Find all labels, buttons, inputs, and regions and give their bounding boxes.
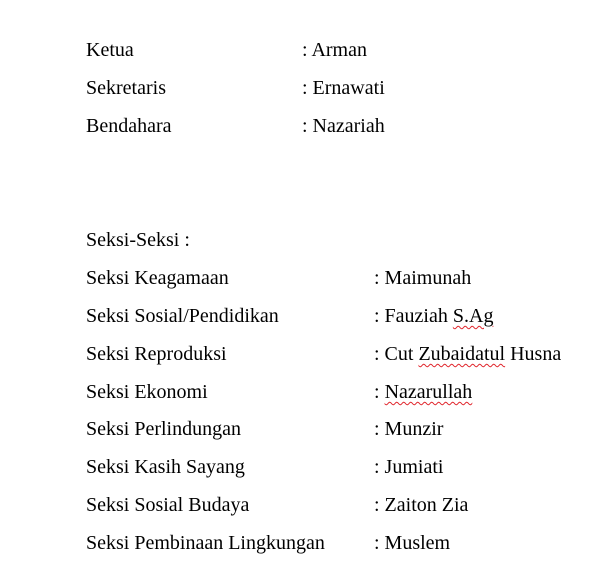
spellcheck-flagged-word: Zubaidatul (418, 343, 506, 365)
spellcheck-flagged-word: Nazarullah (384, 381, 473, 403)
seksi-label: Seksi Perlindungan (86, 418, 241, 440)
seksi-value-text: : (374, 381, 385, 403)
seksi-label: Seksi Reproduksi (86, 343, 227, 365)
seksi-label: Seksi Kasih Sayang (86, 456, 245, 478)
spellcheck-flagged-word: S.Ag (452, 305, 494, 327)
pengurus-label: Bendahara (86, 115, 172, 137)
pengurus-value: : Ernawati (302, 77, 385, 99)
seksi-label: Seksi Pembinaan Lingkungan (86, 532, 325, 554)
seksi-value: : Maimunah (374, 267, 472, 289)
pengurus-value: : Nazariah (302, 115, 385, 137)
seksi-value-text: : Fauziah (374, 305, 453, 327)
seksi-value: : Muslem (374, 532, 451, 554)
seksi-value-text: : Cut (374, 343, 419, 365)
pengurus-label: Ketua (86, 39, 134, 61)
seksi-value: : Munzir (374, 418, 444, 440)
seksi-value-text: Husna (505, 343, 562, 365)
seksi-value (374, 303, 493, 329)
seksi-value: : Jumiati (374, 456, 444, 478)
seksi-value (374, 379, 472, 405)
seksi-label: Seksi Keagamaan (86, 267, 229, 289)
seksi-value: : Zaiton Zia (374, 494, 469, 516)
seksi-value (374, 341, 561, 367)
pengurus-value: : Arman (302, 39, 367, 61)
seksi-label: Seksi Sosial/Pendidikan (86, 305, 279, 327)
seksi-label: Seksi Ekonomi (86, 381, 208, 403)
pengurus-label: Sekretaris (86, 77, 166, 99)
seksi-label: Seksi Sosial Budaya (86, 494, 250, 516)
seksi-heading-text: Seksi-Seksi : (86, 229, 190, 251)
